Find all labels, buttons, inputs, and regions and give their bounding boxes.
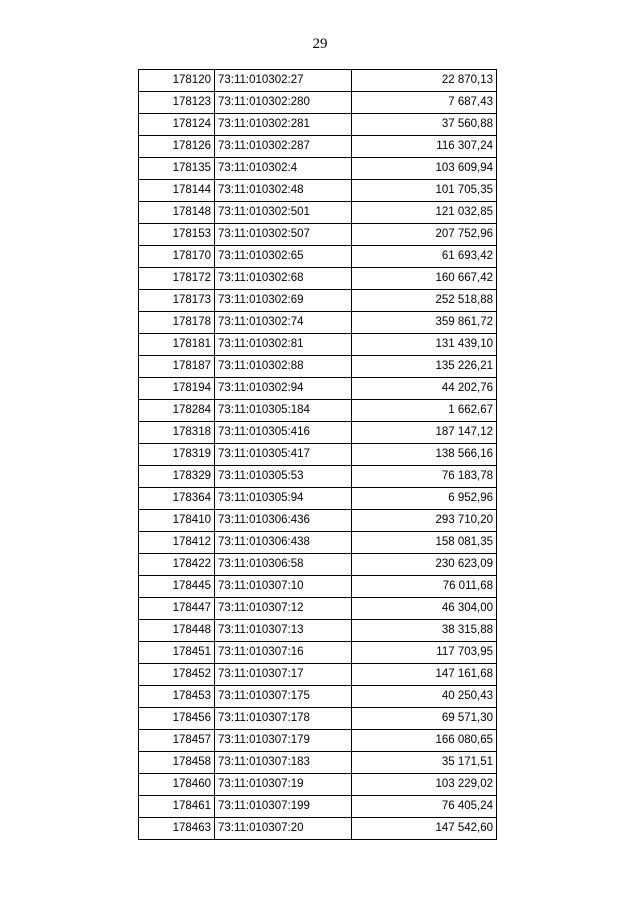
value-cell: 38 315,88 — [352, 620, 497, 642]
table-row — [139, 180, 497, 202]
cadastral-number-cell: 73:11:010302:507 — [215, 224, 352, 246]
table-row — [139, 356, 497, 378]
cadastral-number-cell: 73:11:010307:16 — [215, 642, 352, 664]
value-cell: 160 667,42 — [352, 268, 497, 290]
row-id-cell: 178120 — [139, 70, 215, 92]
cadastral-number-cell: 73:11:010305:416 — [215, 422, 352, 444]
row-id-cell: 178448 — [139, 620, 215, 642]
row-id-cell: 178445 — [139, 576, 215, 598]
table-row — [139, 796, 497, 818]
value-cell: 131 439,10 — [352, 334, 497, 356]
table-row — [139, 312, 497, 334]
cadastral-number-cell: 73:11:010307:17 — [215, 664, 352, 686]
table-row — [139, 466, 497, 488]
value-cell: 1 662,67 — [352, 400, 497, 422]
value-cell: 166 080,65 — [352, 730, 497, 752]
value-cell: 207 752,96 — [352, 224, 497, 246]
row-id-cell: 178187 — [139, 356, 215, 378]
table-row — [139, 334, 497, 356]
table-row — [139, 268, 497, 290]
data-table — [138, 69, 497, 840]
table-row — [139, 422, 497, 444]
row-id-cell: 178412 — [139, 532, 215, 554]
table-row — [139, 686, 497, 708]
value-cell: 7 687,43 — [352, 92, 497, 114]
table-row — [139, 554, 497, 576]
cadastral-number-cell: 73:11:010302:280 — [215, 92, 352, 114]
cadastral-number-cell: 73:11:010305:53 — [215, 466, 352, 488]
table-row — [139, 246, 497, 268]
value-cell: 230 623,09 — [352, 554, 497, 576]
value-cell: 61 693,42 — [352, 246, 497, 268]
row-id-cell: 178447 — [139, 598, 215, 620]
page-number: 29 — [312, 36, 328, 52]
cadastral-number-cell: 73:11:010305:417 — [215, 444, 352, 466]
table-row — [139, 290, 497, 312]
row-id-cell: 178284 — [139, 400, 215, 422]
row-id-cell: 178458 — [139, 752, 215, 774]
row-id-cell: 178153 — [139, 224, 215, 246]
table-row — [139, 70, 497, 92]
row-id-cell: 178318 — [139, 422, 215, 444]
cadastral-number-cell: 73:11:010307:199 — [215, 796, 352, 818]
row-id-cell: 178422 — [139, 554, 215, 576]
row-id-cell: 178126 — [139, 136, 215, 158]
value-cell: 359 861,72 — [352, 312, 497, 334]
table-row — [139, 92, 497, 114]
value-cell: 6 952,96 — [352, 488, 497, 510]
cadastral-number-cell: 73:11:010302:88 — [215, 356, 352, 378]
row-id-cell: 178461 — [139, 796, 215, 818]
cadastral-number-cell: 73:11:010307:183 — [215, 752, 352, 774]
cadastral-number-cell: 73:11:010306:436 — [215, 510, 352, 532]
value-cell: 76 183,78 — [352, 466, 497, 488]
row-id-cell: 178460 — [139, 774, 215, 796]
value-cell: 46 304,00 — [352, 598, 497, 620]
value-cell: 252 518,88 — [352, 290, 497, 312]
cadastral-number-cell: 73:11:010307:178 — [215, 708, 352, 730]
value-cell: 101 705,35 — [352, 180, 497, 202]
cadastral-number-cell: 73:11:010302:27 — [215, 70, 352, 92]
cadastral-number-cell: 73:11:010307:20 — [215, 818, 352, 840]
value-cell: 147 161,68 — [352, 664, 497, 686]
table-row — [139, 532, 497, 554]
table-row — [139, 620, 497, 642]
table-row — [139, 576, 497, 598]
value-cell: 76 405,24 — [352, 796, 497, 818]
table-row — [139, 642, 497, 664]
table-row — [139, 136, 497, 158]
table-row — [139, 774, 497, 796]
cadastral-number-cell: 73:11:010306:438 — [215, 532, 352, 554]
row-id-cell: 178148 — [139, 202, 215, 224]
table-row — [139, 730, 497, 752]
table-row — [139, 818, 497, 840]
cadastral-number-cell: 73:11:010302:4 — [215, 158, 352, 180]
cadastral-number-cell: 73:11:010302:65 — [215, 246, 352, 268]
value-cell: 40 250,43 — [352, 686, 497, 708]
table-row — [139, 664, 497, 686]
table-row — [139, 224, 497, 246]
row-id-cell: 178452 — [139, 664, 215, 686]
value-cell: 35 171,51 — [352, 752, 497, 774]
row-id-cell: 178135 — [139, 158, 215, 180]
value-cell: 69 571,30 — [352, 708, 497, 730]
table-row — [139, 400, 497, 422]
value-cell: 37 560,88 — [352, 114, 497, 136]
cadastral-number-cell: 73:11:010307:13 — [215, 620, 352, 642]
cadastral-number-cell: 73:11:010307:179 — [215, 730, 352, 752]
row-id-cell: 178453 — [139, 686, 215, 708]
cadastral-number-cell: 73:11:010305:184 — [215, 400, 352, 422]
cadastral-number-cell: 73:11:010302:287 — [215, 136, 352, 158]
row-id-cell: 178181 — [139, 334, 215, 356]
row-id-cell: 178178 — [139, 312, 215, 334]
cadastral-number-cell: 73:11:010307:175 — [215, 686, 352, 708]
cadastral-number-cell: 73:11:010302:48 — [215, 180, 352, 202]
table-row — [139, 158, 497, 180]
value-cell: 121 032,85 — [352, 202, 497, 224]
value-cell: 138 566,16 — [352, 444, 497, 466]
value-cell: 187 147,12 — [352, 422, 497, 444]
value-cell: 22 870,13 — [352, 70, 497, 92]
value-cell: 293 710,20 — [352, 510, 497, 532]
row-id-cell: 178124 — [139, 114, 215, 136]
value-cell: 135 226,21 — [352, 356, 497, 378]
cadastral-number-cell: 73:11:010307:12 — [215, 598, 352, 620]
cadastral-number-cell: 73:11:010306:58 — [215, 554, 352, 576]
table-row — [139, 488, 497, 510]
table-row — [139, 378, 497, 400]
table-row — [139, 708, 497, 730]
table-row — [139, 202, 497, 224]
row-id-cell: 178329 — [139, 466, 215, 488]
cadastral-number-cell: 73:11:010305:94 — [215, 488, 352, 510]
table-row — [139, 598, 497, 620]
row-id-cell: 178410 — [139, 510, 215, 532]
value-cell: 158 081,35 — [352, 532, 497, 554]
row-id-cell: 178172 — [139, 268, 215, 290]
value-cell: 103 609,94 — [352, 158, 497, 180]
table-row — [139, 752, 497, 774]
row-id-cell: 178463 — [139, 818, 215, 840]
table-body — [139, 70, 497, 840]
value-cell: 76 011,68 — [352, 576, 497, 598]
cadastral-number-cell: 73:11:010307:19 — [215, 774, 352, 796]
value-cell: 116 307,24 — [352, 136, 497, 158]
cadastral-number-cell: 73:11:010302:501 — [215, 202, 352, 224]
row-id-cell: 178173 — [139, 290, 215, 312]
cadastral-number-cell: 73:11:010307:10 — [215, 576, 352, 598]
cadastral-number-cell: 73:11:010302:281 — [215, 114, 352, 136]
value-cell: 147 542,60 — [352, 818, 497, 840]
table-row — [139, 510, 497, 532]
cadastral-number-cell: 73:11:010302:68 — [215, 268, 352, 290]
row-id-cell: 178170 — [139, 246, 215, 268]
value-cell: 44 202,76 — [352, 378, 497, 400]
row-id-cell: 178144 — [139, 180, 215, 202]
table-row — [139, 444, 497, 466]
value-cell: 103 229,02 — [352, 774, 497, 796]
cadastral-number-cell: 73:11:010302:94 — [215, 378, 352, 400]
table-row — [139, 114, 497, 136]
row-id-cell: 178456 — [139, 708, 215, 730]
row-id-cell: 178451 — [139, 642, 215, 664]
row-id-cell: 178364 — [139, 488, 215, 510]
cadastral-number-cell: 73:11:010302:74 — [215, 312, 352, 334]
value-cell: 117 703,95 — [352, 642, 497, 664]
cadastral-number-cell: 73:11:010302:81 — [215, 334, 352, 356]
cadastral-number-cell: 73:11:010302:69 — [215, 290, 352, 312]
row-id-cell: 178123 — [139, 92, 215, 114]
row-id-cell: 178194 — [139, 378, 215, 400]
row-id-cell: 178319 — [139, 444, 215, 466]
row-id-cell: 178457 — [139, 730, 215, 752]
